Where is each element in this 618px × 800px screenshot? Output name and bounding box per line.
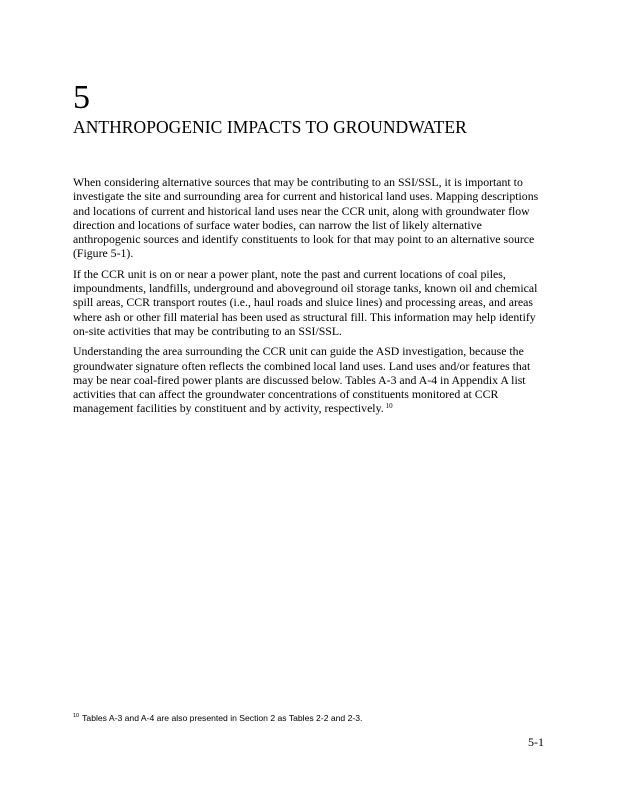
footnote-mark: 10 [73,713,80,720]
chapter-number: 5 [73,79,90,116]
body-text [73,175,545,422]
paragraph-2: If the CCR unit is on or near a power plant, note the past and current locations of coal piles, impoundments, landfills, underground and aboveground oil storage tanks, known oil and chemical spill areas, CCR transport routes (i.e., haul roads and sluice lines) and processing areas, and areas where ash or other fill material has been used as structural fill. This information may help identify on-site activities that may be contributing to an SSI/SSL. [73,266,538,338]
paragraph-1: When considering alternative sources that may be contributing to an SSI/SSL, it is important to investigate the site and surrounding area for current and historical land uses. Mapping descriptions and locations of current and historical land uses near the CCR unit, along with groundwater flow direction and locations of surface water bodies, can narrow the list of likely alternative anthropogenic sources and identify constituents to look for that may point to an alternative source (Figure 5-1). [73,175,539,261]
page-number: 5-1 [528,735,544,749]
footnote-reference[interactable]: 10 [385,401,393,410]
paragraph-3 [73,344,545,415]
footnote [73,713,553,724]
footnote-text: Tables A-3 and A-4 are also presented in Section 2 as Tables 2-2 and 2-3. [82,713,363,723]
paragraph-3-text: Understanding the area surrounding the CCR unit can guide the ASD investigation, because the groundwater signature often reflects the combined local land uses. Land uses and/or features that may be near coal-fired power plants are discussed below. Tables A-3 and A-4 in Appendix A list activities that can affect the groundwater concentrations of constituents monitored at CCR management facilities by constituent and by activity, respectively. [73,344,531,416]
chapter-title: ANTHROPOGENIC IMPACTS TO GROUNDWATER [73,117,467,137]
